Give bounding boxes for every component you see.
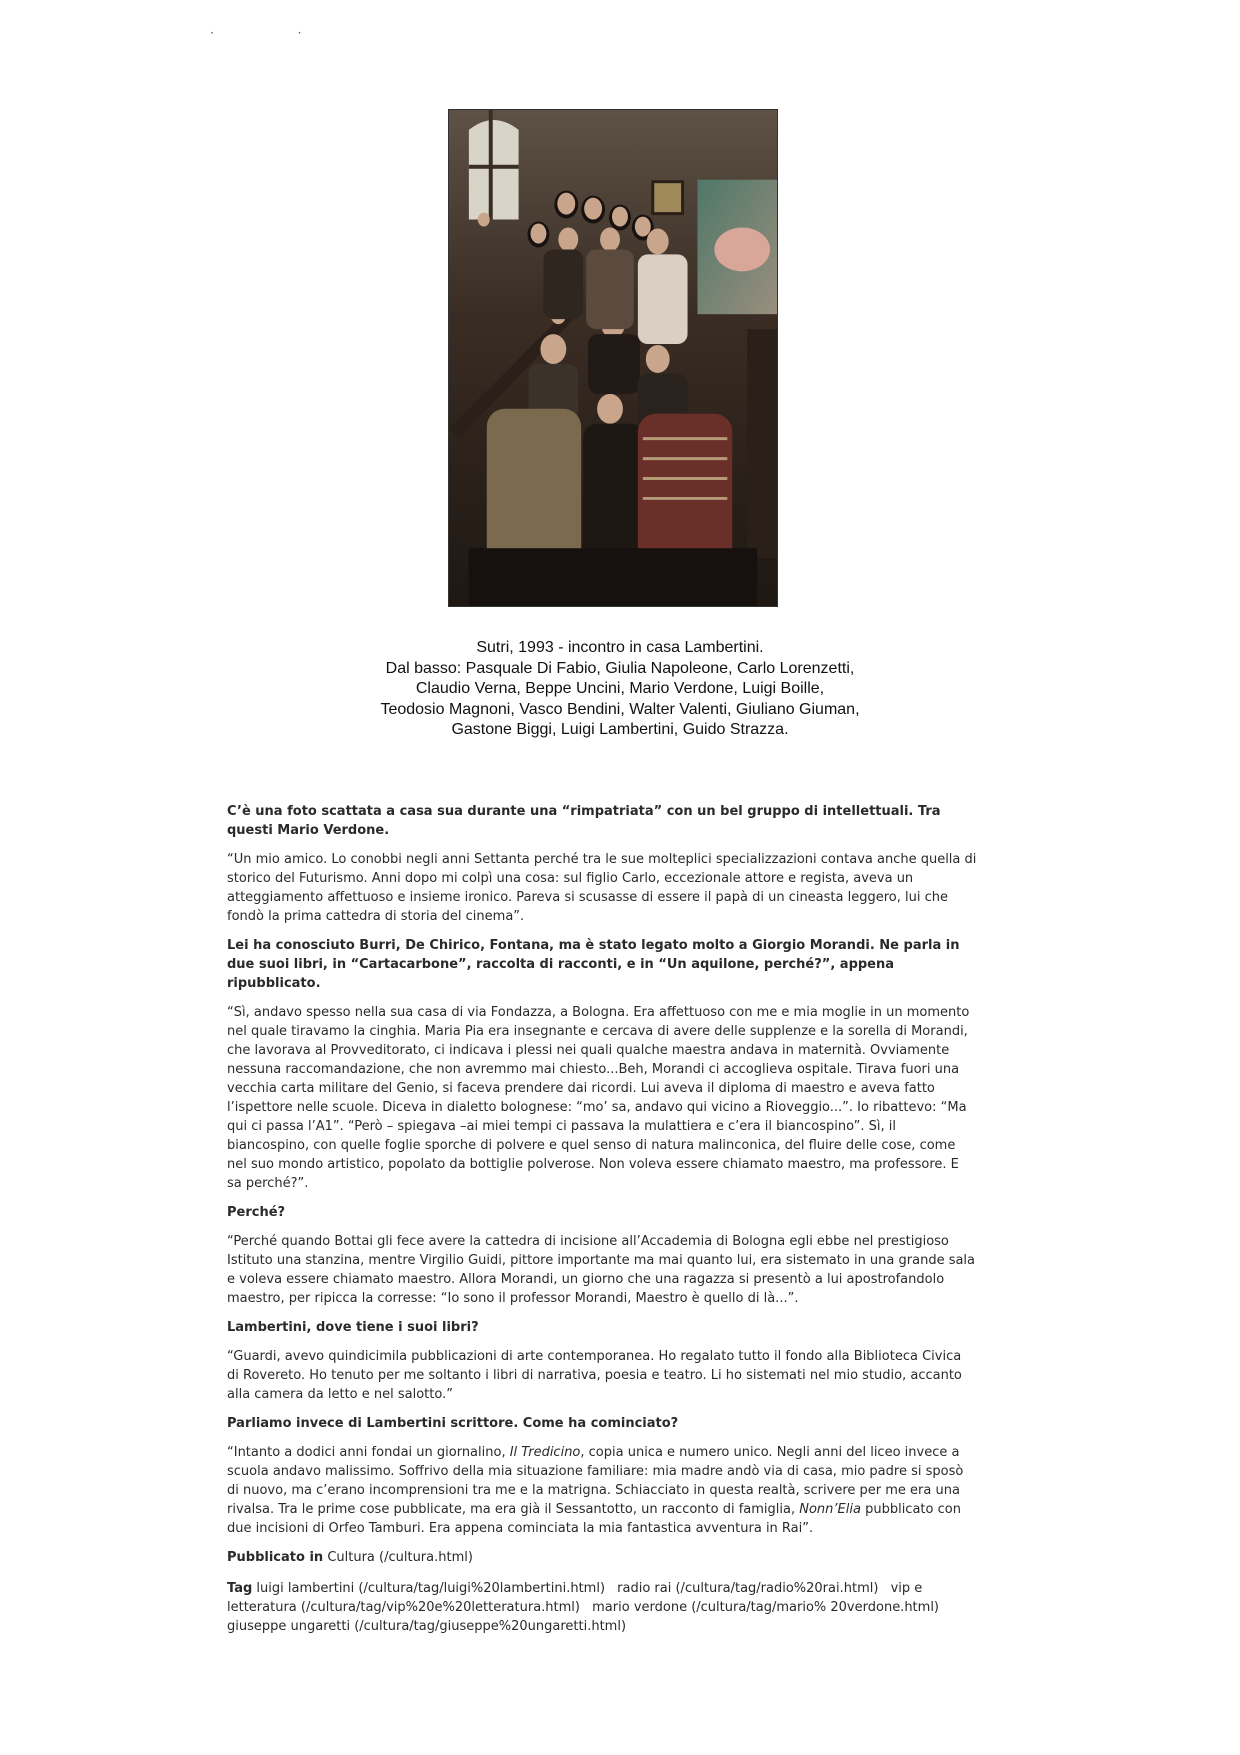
- published-link[interactable]: Cultura (/cultura.html): [327, 1550, 473, 1565]
- photo-caption: [300, 638, 940, 741]
- answer-5-title-1: Il Tredicino: [509, 1445, 581, 1460]
- scan-specks: · ·: [210, 26, 342, 40]
- caption-line: Sutri, 1993 - incontro in casa Lambertini.: [476, 639, 764, 656]
- tag-link[interactable]: luigi lambertini (/cultura/tag/luigi%20lambertini.html): [256, 1581, 606, 1596]
- tag-link[interactable]: radio rai (/cultura/tag/radio%20rai.html): [617, 1581, 879, 1596]
- tag-link[interactable]: vip e letteratura (/cultura/tag/vip%20e%20letteratura.html): [227, 1581, 923, 1615]
- tag-label: Tag: [227, 1581, 253, 1596]
- answer-3: “Perché quando Bottai gli fece avere la cattedra di incisione all’Accademia di Bologna egli ebbe nel prestigioso Istituto una stanzina, mentre Virgilio Guidi, pittore importante ma mai quanto lui, era sistemato in una grande sala e voleva essere chiamato maestro. Allora Morandi, un giorno che una ragazza si presentò a lui apostrofandolo maestro, per ripicca la corresse: “Io sono il professor Morandi, Maestro è quello di là...”.: [227, 1234, 976, 1306]
- answer-5: [227, 1443, 977, 1538]
- answer-4: “Guardi, avevo quindicimila pubblicazioni di arte contemporanea. Ho regalato tutto il fondo alla Biblioteca Civica di Rovereto. Ho tenuto per me soltanto i libri di narrativa, poesia e teatro. Li ho sistemati nel mio studio, accanto alla camera da letto e nel salotto.”: [227, 1349, 962, 1402]
- question-4: Lambertini, dove tiene i suoi libri?: [227, 1320, 479, 1335]
- published-label: Pubblicato in: [227, 1550, 324, 1565]
- answer-5-text: , copia unica e numero unico. Negli anni del liceo invece a scuola andavo malissimo. Soffrivo della mia situazione familiare: mia madre andò via di casa, mio padre si sposò di nuovo, ma c’erano incomprensioni tra me e la matrigna. Schiacciato in questa realtà, scrivere per me era una rivalsa. Tra le prime cose pubblicate, ma era già il Sessantotto, un racconto di famiglia,: [227, 1445, 964, 1517]
- group-photo-image: [449, 110, 777, 606]
- question-2: Lei ha conosciuto Burri, De Chirico, Fontana, ma è stato legato molto a Giorgio Morandi. Ne parla in due suoi libri, in “Cartacarbone”, raccolta di racconti, e in “Un aquilone, perché?”, appena ripubblicato.: [227, 938, 960, 991]
- tag-list: [227, 1579, 977, 1636]
- group-photo: [448, 109, 778, 607]
- answer-2: “Sì, andavo spesso nella sua casa di via Fondazza, a Bologna. Era affettuoso con me e mia moglie in un momento nel quale tiravamo la cinghia. Maria Pia era insegnante e cercava di avere delle supplenze e la sorella di Morandi, che lavorava al Provveditorato, ci indicava i plessi nei quali qualche maestra andava in maternità. Ovviamente nessuna raccomandazione, che non avremmo mai chiesto...Beh, Morandi ci accoglieva ospitale. Tirava fuori una vecchia carta militare del Genio, si faceva prendere dai ricordi. Lui aveva il diploma di maestro e aveva fatto l’ispettore nelle scuole. Diceva in dialetto bolognese: “mo’ sa, andavo qui vicino a Rioveggio...”. Io ribattevo: “Ma qui ci passa l’A1”. “Però – spiegava –ai miei tempi ci passava la mulattiera e c’era il biancospino”. Sì, il biancospino, con quelle foglie sporche di polvere e quel senso di natura malinconica, del fluire delle cose, come nel suo mondo artistico, popolato da bottiglie polverose. Non voleva essere chiamato maestro, ma professore. E sa perché?”.: [227, 1005, 970, 1191]
- caption-line: Gastone Biggi, Luigi Lambertini, Guido Strazza.: [451, 721, 789, 738]
- caption-line: Teodosio Magnoni, Vasco Bendini, Walter Valenti, Giuliano Giuman,: [380, 700, 860, 718]
- interview-article: [227, 802, 977, 1648]
- answer-5-title-2: Nonn’Elia: [799, 1502, 861, 1517]
- answer-1: “Un mio amico. Lo conobbi negli anni Settanta perché tra le sue molteplici specializzazioni contava anche quella di storico del Futurismo. Anni dopo mi colpì una cosa: sul figlio Carlo, eccezionale attore e regista, aveva un atteggiamento affettuoso e insieme ironico. Pareva si scusasse di essere il papà di un cineasta leggero, lui che fondò la prima cattedra di storia del cinema”.: [227, 852, 977, 924]
- answer-5-text: “Intanto a dodici anni fondai un giornalino,: [227, 1445, 510, 1460]
- article-meta: [227, 1548, 977, 1636]
- tag-link[interactable]: giuseppe ungaretti (/cultura/tag/giuseppe%20ungaretti.html): [227, 1619, 627, 1634]
- tag-link[interactable]: mario verdone (/cultura/tag/mario% 20verdone.html): [592, 1600, 940, 1615]
- question-3: Perché?: [227, 1205, 286, 1220]
- caption-line: Claudio Verna, Beppe Uncini, Mario Verdone, Luigi Boille,: [415, 680, 825, 697]
- answer-5-text: pubblicato con due incisioni di Orfeo Tamburi. Era appena cominciata la mia fantastica avventura in Rai”.: [227, 1502, 961, 1536]
- caption-line: Dal basso: Pasquale Di Fabio, Giulia Napoleone, Carlo Lorenzetti,: [385, 659, 855, 677]
- published-in: [227, 1548, 977, 1567]
- question-5: Parliamo invece di Lambertini scrittore. Come ha cominciato?: [227, 1416, 679, 1431]
- question-1: C’è una foto scattata a casa sua durante una “rimpatriata” con un bel gruppo di intellettuali. Tra questi Mario Verdone.: [227, 804, 941, 838]
